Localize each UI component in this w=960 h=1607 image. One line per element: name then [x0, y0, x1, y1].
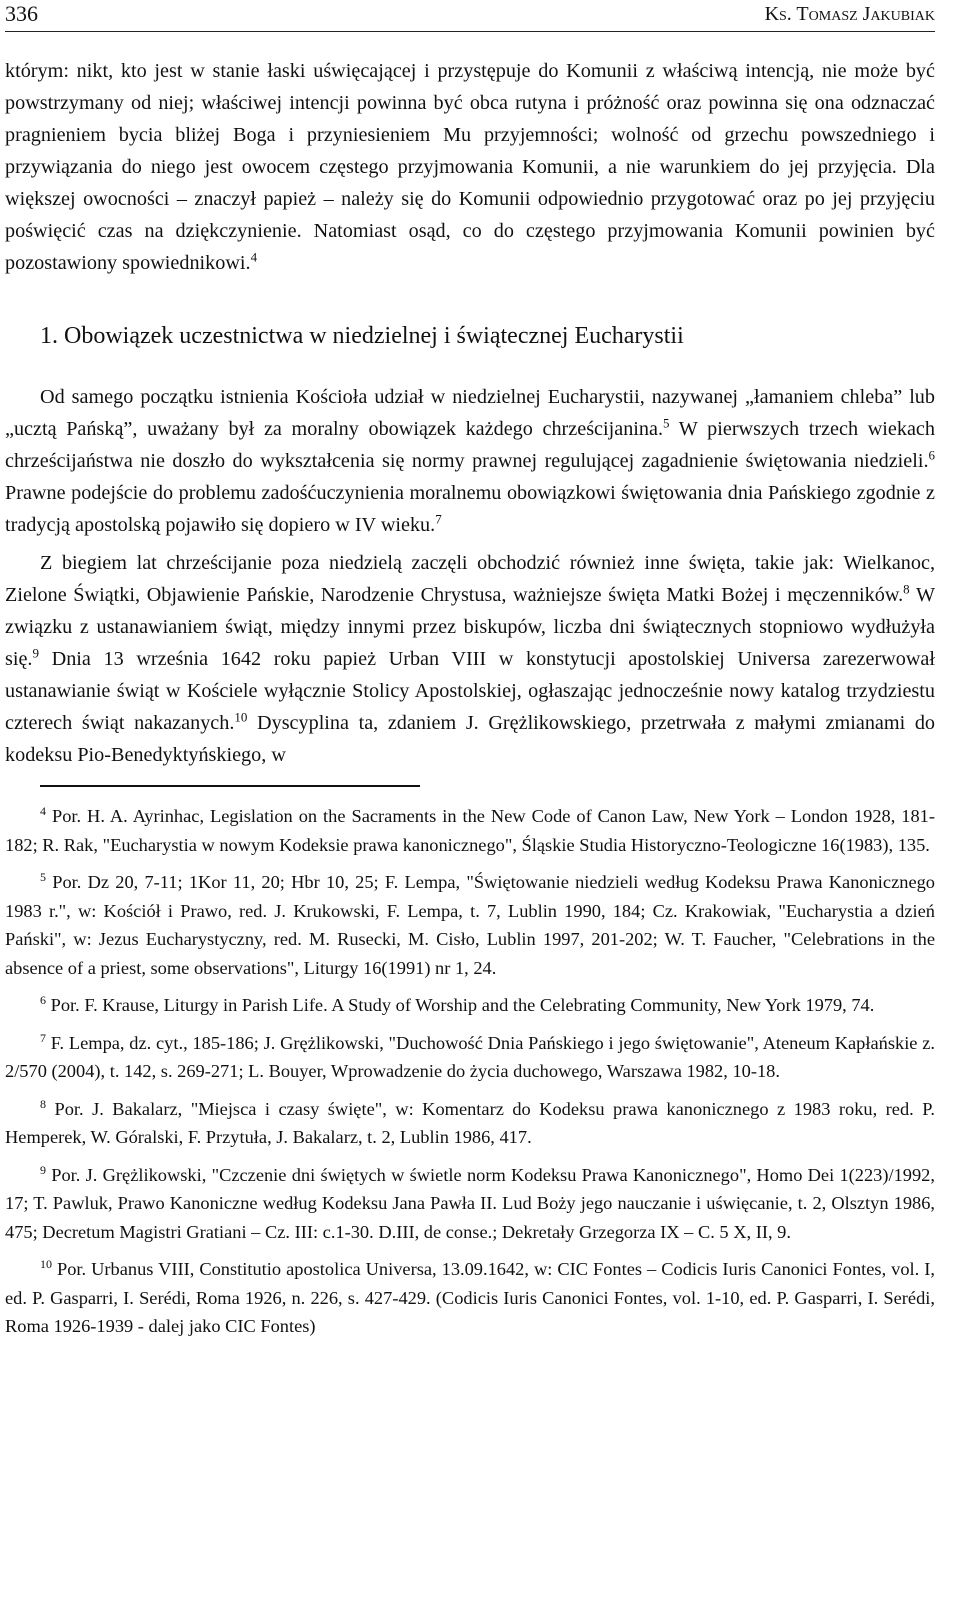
footnote-number: 8: [40, 1096, 46, 1111]
footnote-number: 6: [40, 992, 46, 1007]
footnote-9: [5, 1161, 935, 1247]
footnote-ref-6: 6: [928, 447, 935, 463]
document-page: [5, 0, 936, 1336]
footnote-number: 7: [40, 1030, 46, 1045]
paragraph-2: Od samego początku istnienia Kościoła udział w niedzielnej Eucharystii, nazywanej „łamaniem chleba” lub „ucztą Pańską”, uważany był za moralny obowiązek każdego chrześcijanina.$^5$ W pierwszych trzech wiekach chrześcijaństwa nie doszło do wykształcenia się normy prawnej regulującej zagadnienie świętowania niedzieli.$^6$ Prawne podejście do problemu zadośćuczynienia moralnemu obowiązkowi świętowania dnia Pańskiego zgodnie z tradycją apostolską pojawiło się dopiero w IV wieku.$^7$: [5, 386, 935, 536]
footnotes: [5, 802, 935, 1341]
footnote-number: 5: [40, 869, 46, 884]
footnote-number: 4: [40, 803, 46, 818]
footnote-ref-4: 4: [250, 249, 258, 265]
footnote-number: 10: [40, 1256, 52, 1271]
footnote-text: Por. H. A. Ayrinhac, Legislation on the Sacraments in the New Code of Canon Law, New York – London 1928, 181-182; R. Rak, "Eucharystia w nowym Kodeksie prawa kanonicznego", Śląskie Studia Historyczno-Teologiczne 16(1983), 135.: [5, 806, 935, 855]
footnote-ref-7: 7: [435, 511, 442, 527]
footnote-4: [5, 802, 935, 859]
body-text: [5, 55, 935, 1350]
footnote-ref-5: 5: [663, 415, 670, 431]
footnote-5: [5, 868, 935, 982]
footnote-text: Por. J. Bakalarz, "Miejsca i czasy święte", w: Komentarz do Kodeksu prawa kanonicznego z 1983 roku, red. P. Hemperek, W. Góralski, F. Przytuła, J. Bakalarz, t. 2, Lublin 1986, 417.: [5, 1098, 935, 1147]
footnote-separator: [40, 785, 420, 787]
footnote-text: Por. Urbanus VIII, Constitutio apostolica Universa, 13.09.1642, w: CIC Fontes – Codicis Iuris Canonici Fontes, vol. I, ed. P. Gasparri, I. Serédi, Roma 1926, n. 226, s. 427-429. (Codicis Iuris Canonici Fontes, vol. 1-10, ed. P. Gasparri, I. Serédi, Roma 1926-1939 - dalej jako CIC Fontes): [5, 1259, 935, 1336]
footnote-8: [5, 1095, 935, 1152]
footnote-7: [5, 1029, 935, 1086]
footnote-6: [5, 991, 935, 1020]
footnote-text: Por. J. Grężlikowski, "Czczenie dni świętych w świetle norm Kodeksu Prawa Kanonicznego", Homo Dei 1(223)/1992, 17; T. Pawluk, Prawo Kanoniczne według Kodeksu Jana Pawła II. Lud Boży jego nauczanie i uświęcanie, t. 2, Olsztyn 1986, 475; Decretum Magistri Gratiani – Cz. III: c.1-30. D.III, de conse.; Dekretały Grzegorza IX – C. 5 X, II, 9.: [5, 1164, 935, 1242]
paragraph-1: którym: nikt, kto jest w stanie łaski uświęcającej i przystępuje do Komunii z właściwą intencją, nie może być powstrzymany od niej; właściwej intencji powinna być obca rutyna i próżność oraz powinna się ona odznaczać pragnieniem bycia bliżej Boga i przyniesieniem Mu przyjemności; wolność od grzechu powszedniego i przywiązania do niego jest owocem częstego przyjmowania Komunii, a nie warunkiem do jej przyjęcia. Dla większej owocności – znaczył papież – należy się do Komunii odpowiednio przygotować oraz po jej przyjęciu poświęcić czas na dziękczynienie. Natomiast osąd, co do częstego przyjmowania Komunii powinien być pozostawiony spowiednikowi.$^4$: [5, 60, 935, 274]
header-rule: [5, 31, 935, 32]
section-heading: 1. Obowiązek uczestnictwa w niedzielnej i świątecznej Eucharystii: [40, 323, 684, 349]
page-header: [5, 0, 935, 30]
running-head: Ks. Tomasz Jakubiak: [764, 3, 935, 25]
footnote-number: 9: [40, 1162, 46, 1177]
footnote-text: F. Lempa, dz. cyt., 185-186; J. Grężlikowski, "Duchowość Dnia Pańskiego i jego świętowanie", Ateneum Kapłańskie z. 2/570 (2004), t. 142, s. 269-271; L. Bouyer, Wprowadzenie do życia duchowego, Warszawa 1982, 10-18.: [5, 1032, 935, 1081]
footnote-ref-8: 8: [903, 581, 910, 597]
footnote-text: Por. F. Krause, Liturgy in Parish Life. A Study of Worship and the Celebrating Community, New York 1979, 74.: [50, 995, 875, 1015]
footnote-ref-9: 9: [32, 645, 39, 661]
page-number: 336: [5, 1, 38, 26]
footnote-ref-10: 10: [234, 709, 248, 725]
footnote-text: Por. Dz 20, 7-11; 1Kor 11, 20; Hbr 10, 25; F. Lempa, "Świętowanie niedzieli według Kodeksu Prawa Kanonicznego 1983 r.", w: Kościół i Prawo, red. J. Krukowski, F. Lempa, t. 7, Lublin 1990, 184; Cz. Krakowiak, "Eucharystia a dzień Pański", w: Jezus Eucharystyczny, red. M. Rusecki, M. Cisło, Lublin 1997, 201-202; W. T. Faucher, "Celebrations in the absence of a priest, some observations", Liturgy 16(1991) nr 1, 24.: [5, 872, 935, 978]
footnote-10: [5, 1255, 935, 1341]
paragraph-3: Z biegiem lat chrześcijanie poza niedzielą zaczęli obchodzić również inne święta, takie jak: Wielkanoc, Zielone Świątki, Objawienie Pańskie, Narodzenie Chrystusa, ważniejsze święta Matki Bożej i męczenników.$^8$ W związku z ustanawianiem świąt, między innymi przez biskupów, liczba dni świątecznych stopniowo wydłużyła się.$^9$ Dnia 13 września 1642 roku papież Urban VIII w konstytucji apostolskiej Universa zarezerwował ustanawianie świąt w Kościele wyłącznie Stolicy Apostolskiej, ogłaszając jednocześnie nowy katalog trzydziestu czterech świąt nakazanych.$^{10}$ Dyscyplina ta, zdaniem J. Grężlikowskiego, przetrwała z małymi zmianami do kodeksu Pio-Benedyktyńskiego, w: [5, 552, 936, 766]
